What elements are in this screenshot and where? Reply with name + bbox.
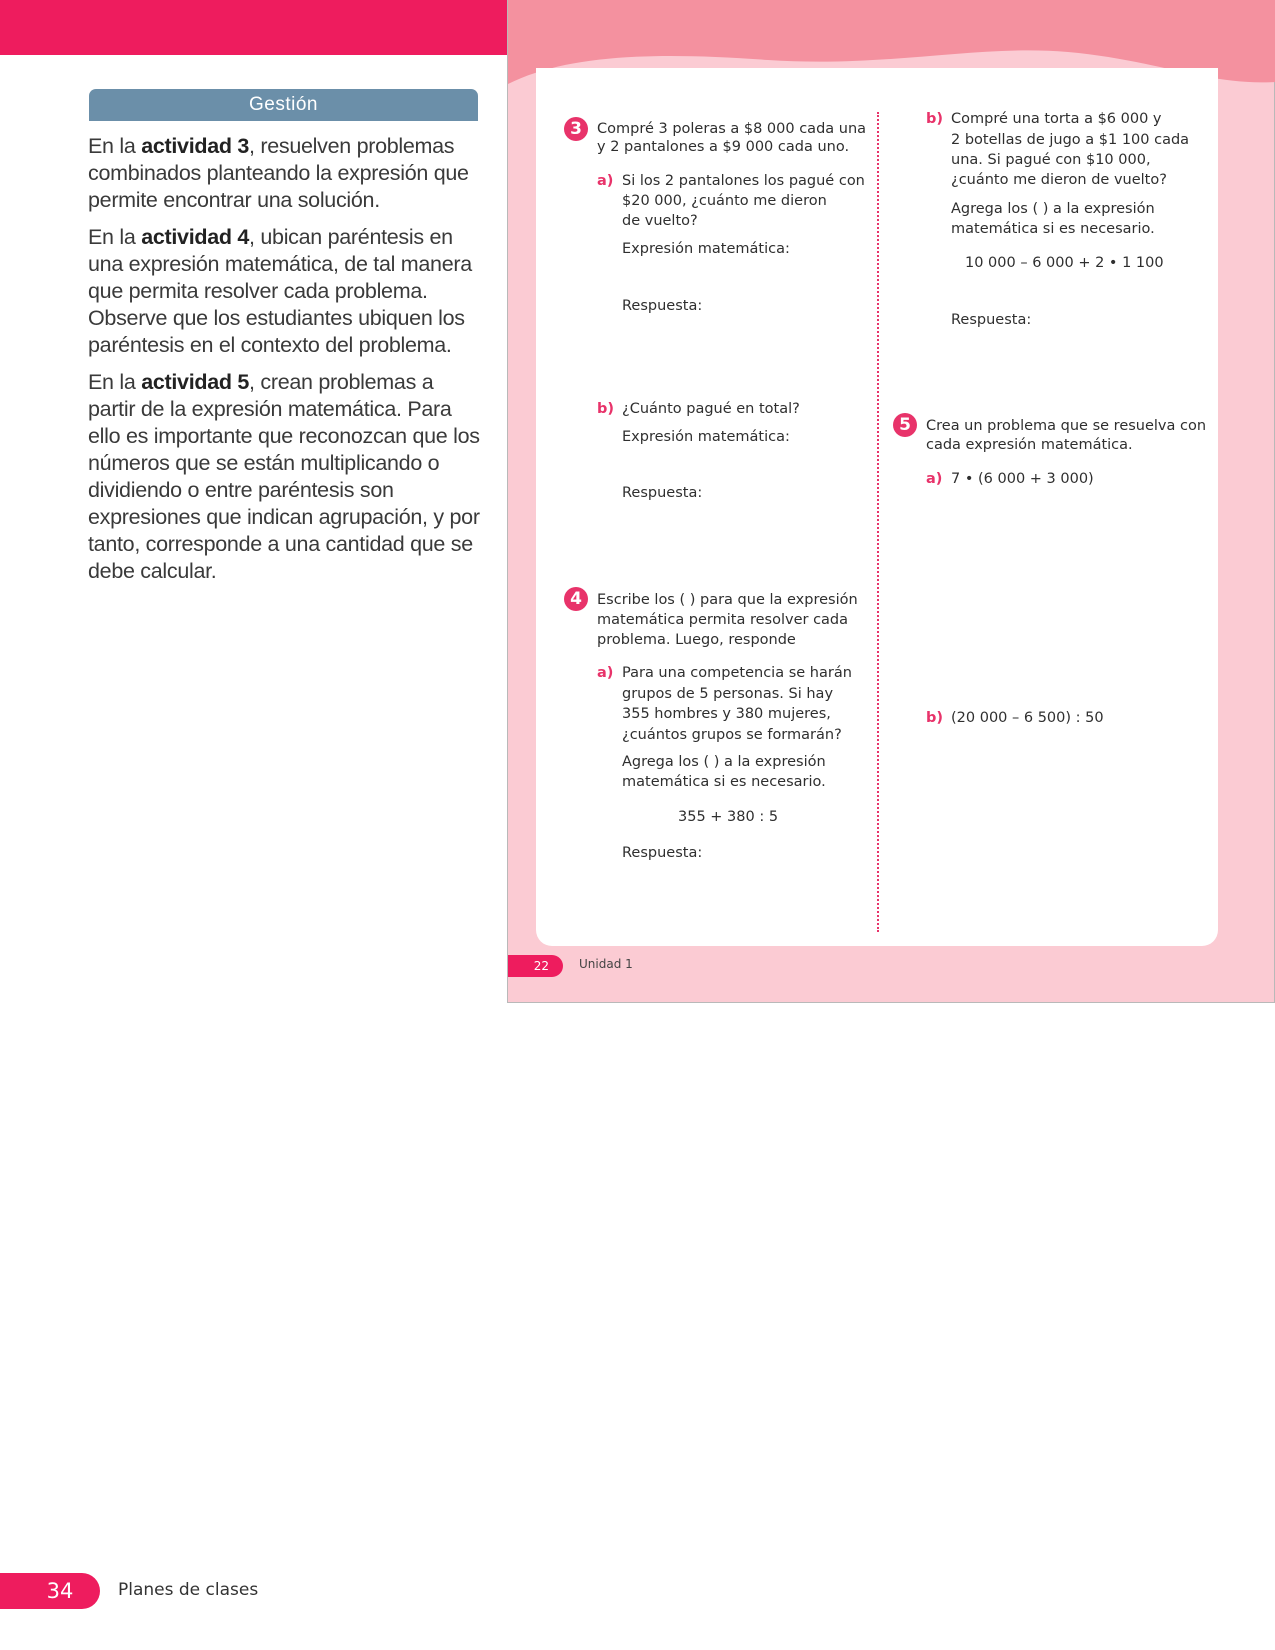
activity-4-a-line-3: 355 hombres y 380 mujeres, <box>622 706 831 722</box>
activity-4-b-answer-label: Respuesta: <box>951 312 1032 328</box>
activity-5-a-label: a) <box>926 471 943 487</box>
gestion-paragraph-2: En la actividad 4, ubican paréntesis en una expresión matemática, de tal manera que permita resolver cada problema. Observe que los estudiantes ubiquen los paréntesis en el contexto del problema. <box>88 225 472 357</box>
activity-3-prompt-line-2: y 2 pantalones a $9 000 cada uno. <box>597 139 850 155</box>
book-page-number: 22 <box>508 955 563 977</box>
activity-3-b-expression-label: Expresión matemática: <box>622 429 790 445</box>
activity-4-a-label: a) <box>597 665 614 681</box>
activity-4-b-instruction-2: matemática si es necesario. <box>951 221 1155 237</box>
activity-5-number: 5 <box>893 413 917 437</box>
activity-5-prompt-line-1: Crea un problema que se resuelva con <box>926 418 1207 434</box>
activity-4-a-instruction-2: matemática si es necesario. <box>622 774 826 790</box>
activity-3-a-line-3: de vuelto? <box>622 213 698 229</box>
activity-4-a-expression: 355 + 380 : 5 <box>678 809 779 825</box>
activity-4-prompt-line-2: matemática permita resolver cada <box>597 612 849 628</box>
book-unit-label: Unidad 1 <box>579 957 633 971</box>
activity-4-b-instruction-1: Agrega los ( ) a la expresión <box>951 201 1155 217</box>
column-divider <box>877 112 879 932</box>
activity-4-b-line-2: 2 botellas de jugo a $1 100 cada <box>951 132 1190 148</box>
activity-3-number: 3 <box>564 117 588 141</box>
activity-4-a-line-2: grupos de 5 personas. Si hay <box>622 686 834 702</box>
activity-3-a-label: a) <box>597 173 614 189</box>
page-number: 34 <box>0 1573 100 1609</box>
activity-4-b-label: b) <box>926 111 944 127</box>
activity-4-b-line-3: una. Si pagué con $10 000, <box>951 152 1151 168</box>
activity-3-a-expression-label: Expresión matemática: <box>622 241 790 257</box>
activity-4-b-line-4: ¿cuánto me dieron de vuelto? <box>951 172 1167 188</box>
activity-4-b-line-1: Compré una torta a $6 000 y <box>951 111 1162 127</box>
activity-3-b-label: b) <box>597 401 615 417</box>
gestion-paragraph-1: En la actividad 3, resuelven problemas combinados planteando la expresión que permite encontrar una solución. <box>88 134 469 212</box>
activity-4-a-line-4: ¿cuántos grupos se formarán? <box>622 727 842 743</box>
top-accent-band <box>0 0 507 55</box>
activity-3-a-line-1: Si los 2 pantalones los pagué con <box>622 173 865 189</box>
activity-5-b-label: b) <box>926 710 944 726</box>
activity-3-a-line-2: $20 000, ¿cuánto me dieron <box>622 193 827 209</box>
activity-4-prompt-line-3: problema. Luego, responde <box>597 632 796 648</box>
activity-5-b-expression: (20 000 – 6 500) : 50 <box>951 710 1104 726</box>
activity-3-prompt-line-1: Compré 3 poleras a $8 000 cada una <box>597 121 867 137</box>
page-footer-label: Planes de clases <box>118 1580 259 1600</box>
gestion-header: Gestión <box>89 89 478 121</box>
activity-5-prompt-line-2: cada expresión matemática. <box>926 437 1133 453</box>
activity-3-b-question: ¿Cuánto pagué en total? <box>622 401 800 417</box>
gestion-text <box>88 133 480 595</box>
gestion-paragraph-3: En la actividad 5, crean problemas a partir de la expresión matemática. Para ello es importante que reconozcan que los números que se están multiplicando o dividiendo o entre paréntesis son expresiones que indican agrupación, y por tanto, corresponde a una cantidad que se debe calcular. <box>88 370 480 583</box>
activity-4-number: 4 <box>564 587 588 611</box>
activity-4-a-answer-label: Respuesta: <box>622 845 703 861</box>
activity-4-prompt-line-1: Escribe los ( ) para que la expresión <box>597 592 858 608</box>
activity-3-b-answer-label: Respuesta: <box>622 485 703 501</box>
activity-4-a-instruction-1: Agrega los ( ) a la expresión <box>622 754 826 770</box>
activity-5-a-expression: 7 • (6 000 + 3 000) <box>951 471 1094 487</box>
activity-3-a-answer-label: Respuesta: <box>622 298 703 314</box>
activity-4-b-expression: 10 000 – 6 000 + 2 • 1 100 <box>965 255 1164 271</box>
student-book-page <box>507 0 1275 1003</box>
activity-4-a-line-1: Para una competencia se harán <box>622 665 852 681</box>
